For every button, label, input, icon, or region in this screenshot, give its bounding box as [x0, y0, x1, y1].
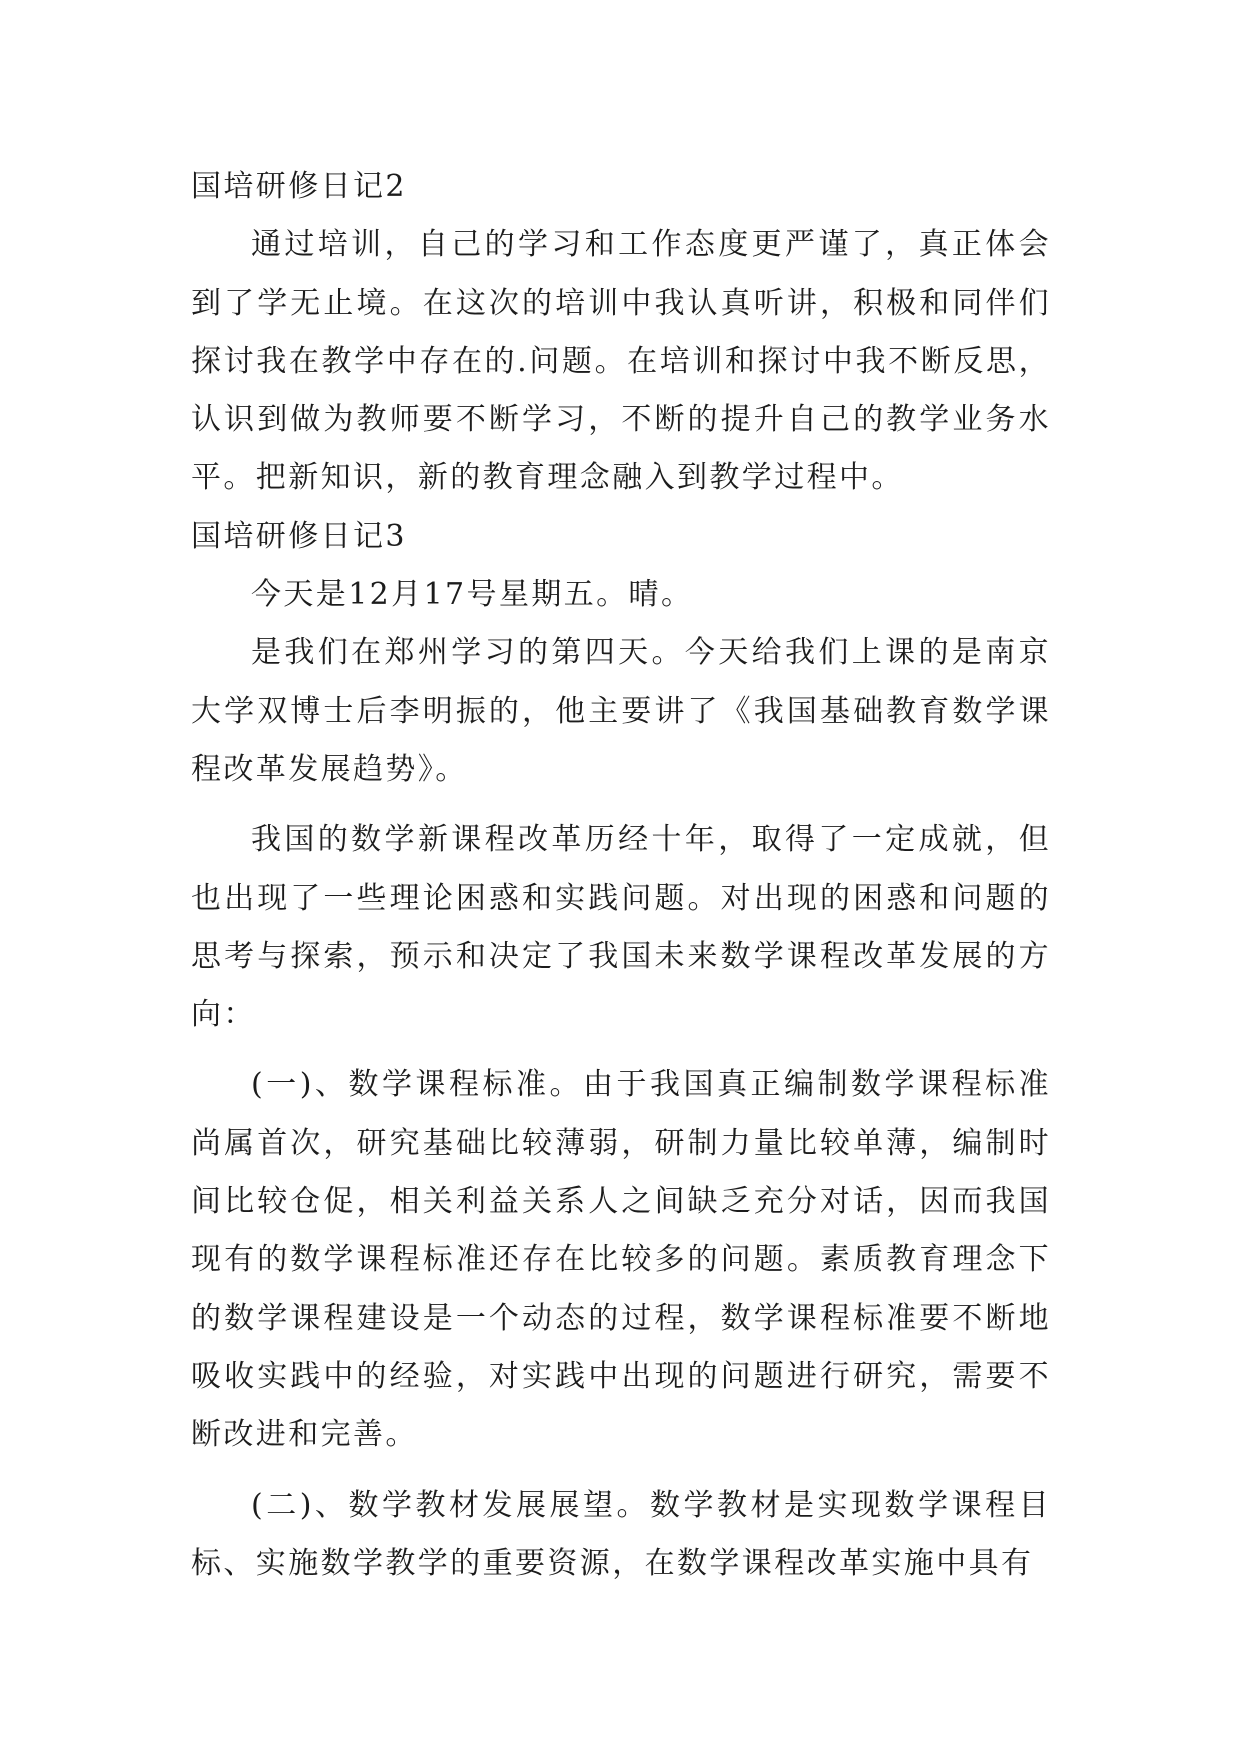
paragraph-reform-overview: 我国的数学新课程改革历经十年，取得了一定成就，但也出现了一些理论困惑和实践问题。对出现的困惑和问题的思考与探索，预示和决定了我国未来数学课程改革发展的方向： — [191, 822, 1051, 1033]
section-heading-diary-3: 国培研修日记3 — [191, 518, 407, 554]
document-body — [191, 158, 1051, 1593]
paragraph-curriculum-standards: (一)、数学课程标准。由于我国真正编制数学课程标准尚属首次，研究基础比较薄弱，研制力量比较单薄，编制时间比较仓促，相关利益关系人之间缺乏充分对话，因而我国现有的数学课程标准还存在比较多的问题。素质教育理念下的数学课程建设是一个动态的过程，数学课程标准要不断地吸收实践中的经验，对实践中出现的问题进行研究，需要不断改进和完善。 — [191, 1067, 1051, 1453]
section-heading-diary-2: 国培研修日记2 — [191, 169, 407, 204]
paragraph-lecture-intro: 是我们在郑州学习的第四天。今天给我们上课的是南京大学双博士后李明振的，他主要讲了《我国基础教育数学课程改革发展趋势》。 — [191, 635, 1051, 787]
paragraph-date: 今天是12月17号星期五。晴。 — [251, 577, 694, 613]
paragraph-diary-2-body: 通过培训，自己的学习和工作态度更严谨了，真正体会到了学无止境。在这次的培训中我认真听讲，积极和同伴们探讨我在教学中存在的.问题。在培训和探讨中我不断反思，认识到做为教师要不断学习，不断的提升自己的教学业务水平。把新知识，新的教育理念融入到教学过程中。 — [191, 227, 1051, 496]
paragraph-textbook-outlook: (二)、数学教材发展展望。数学教材是实现数学课程目标、实施数学教学的重要资源，在数学课程改革实施中具有 — [191, 1487, 1051, 1581]
